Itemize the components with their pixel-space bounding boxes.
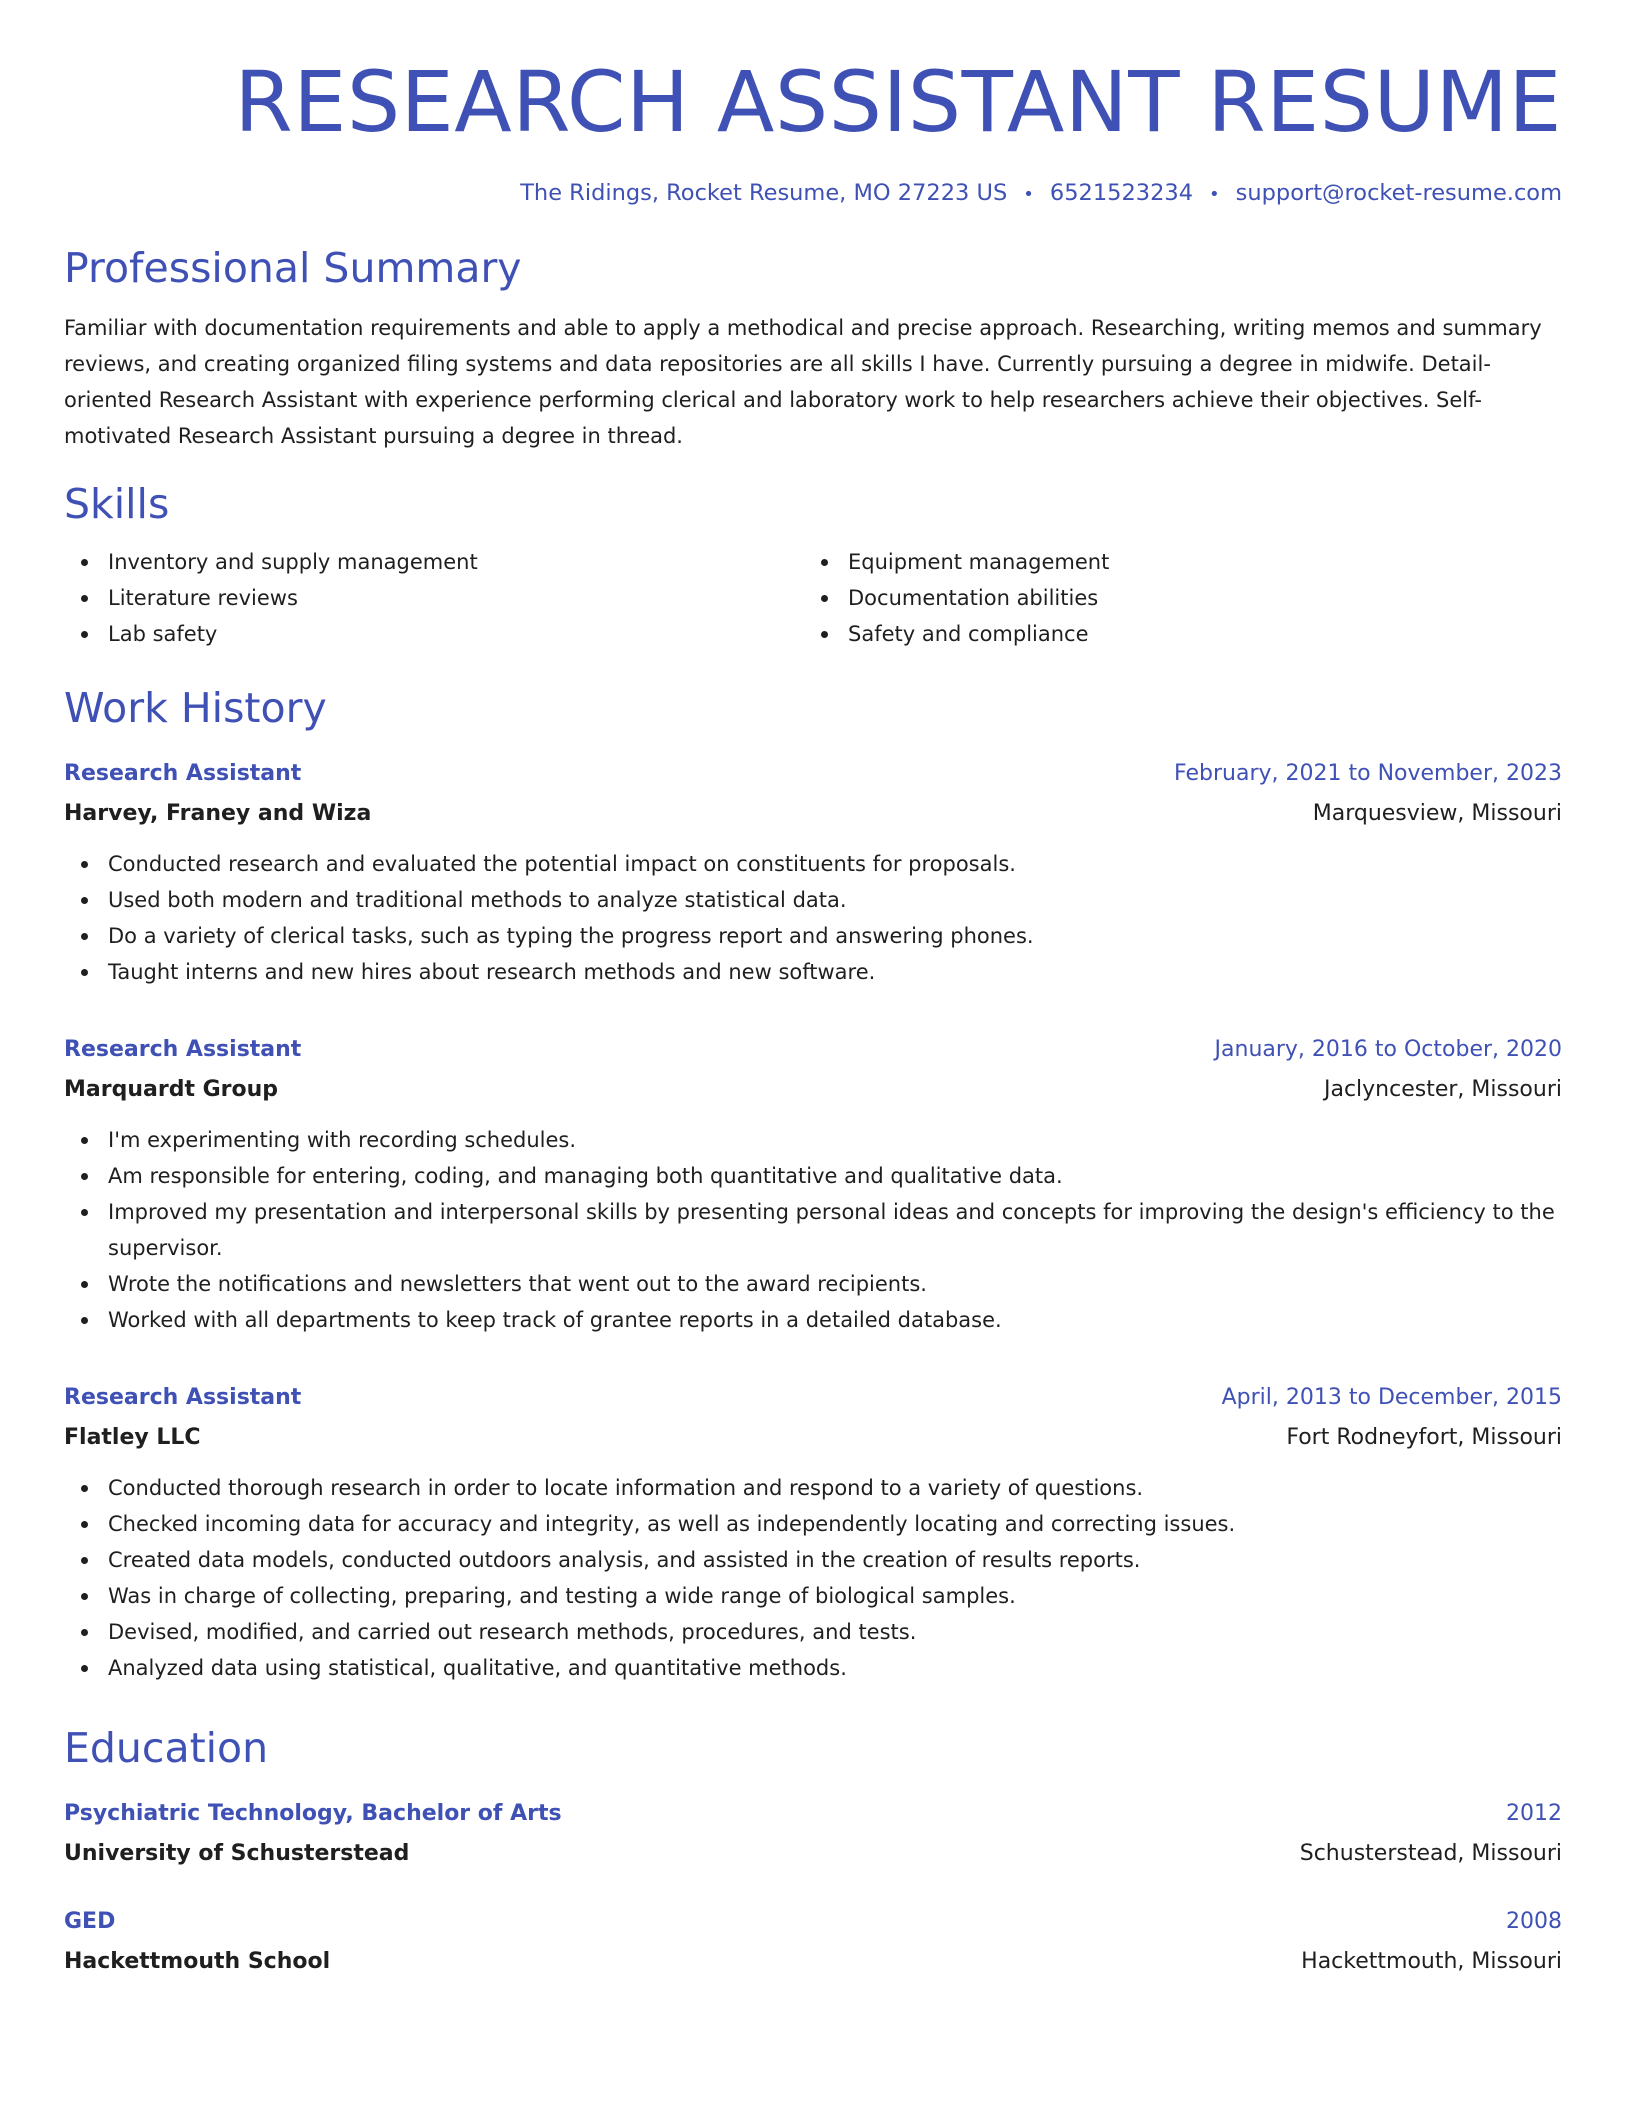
- job-location: Jaclyncester, Missouri: [1323, 1077, 1562, 1102]
- contact-line: [64, 178, 1562, 210]
- work-entry-header: [64, 754, 1562, 794]
- education-entry-subheader: [64, 1942, 1562, 1982]
- skill-item: Lab safety: [108, 616, 804, 652]
- job-bullet: Devised, modified, and carried out research methods, procedures, and tests.: [108, 1614, 1562, 1650]
- school-name: Hackettmouth School: [64, 1949, 331, 1974]
- skill-item: Literature reviews: [108, 580, 804, 616]
- graduation-year: 2012: [1506, 1801, 1562, 1826]
- section-title-education: Education: [64, 1724, 269, 1772]
- skill-item: Equipment management: [848, 544, 1544, 580]
- skill-item: Safety and compliance: [848, 616, 1544, 652]
- job-bullet: Conducted research and evaluated the potential impact on constituents for proposals.: [108, 846, 1562, 882]
- resume-title: RESEARCH ASSISTANT RESUME: [234, 53, 1562, 151]
- education-entry: [64, 1794, 1562, 1874]
- contact-email: support@rocket-resume.com: [1235, 180, 1562, 206]
- job-bullet: Do a variety of clerical tasks, such as typing the progress report and answering phones.: [108, 918, 1562, 954]
- job-dates: February, 2021 to November, 2023: [1174, 761, 1562, 786]
- job-title: Research Assistant: [64, 1037, 302, 1062]
- work-entry-header: [64, 1030, 1562, 1070]
- skill-item: Documentation abilities: [848, 580, 1544, 616]
- job-bullet: Analyzed data using statistical, qualitative, and quantitative methods.: [108, 1650, 1562, 1686]
- summary-text: Familiar with documentation requirements and able to apply a methodical and precise approach. Researching, writing memos and summary reviews, and creating organized filing systems and data repositories are all skills I have. Currently pursuing a degree in midwife. Detail-oriented Research Assistant with experience performing clerical and laboratory work to help researchers achieve their objectives. Self-motivated Research Assistant pursuing a degree in thread.: [64, 316, 1542, 448]
- education-entry-header: [64, 1902, 1562, 1942]
- job-dates: April, 2013 to December, 2015: [1221, 1385, 1562, 1410]
- job-location: Fort Rodneyfort, Missouri: [1286, 1425, 1562, 1450]
- job-title: Research Assistant: [64, 761, 302, 786]
- section-title-summary: Professional Summary: [64, 244, 522, 292]
- job-bullet: I'm experimenting with recording schedules.: [108, 1122, 1562, 1158]
- contact-phone: 6521523234: [1049, 180, 1194, 206]
- job-bullets: [64, 1122, 1562, 1338]
- job-bullet: Taught interns and new hires about research methods and new software.: [108, 954, 1562, 990]
- company-name: Flatley LLC: [64, 1425, 201, 1450]
- job-bullet: Created data models, conducted outdoors analysis, and assisted in the creation of results reports.: [108, 1542, 1562, 1578]
- job-bullets: [64, 846, 1562, 990]
- work-entry-subheader: [64, 1418, 1562, 1458]
- degree-name: Psychiatric Technology, Bachelor of Arts: [64, 1801, 562, 1826]
- job-bullet: Am responsible for entering, coding, and managing both quantitative and qualitative data.: [108, 1158, 1562, 1194]
- school-location: Schusterstead, Missouri: [1299, 1841, 1562, 1866]
- graduation-year: 2008: [1506, 1909, 1562, 1934]
- resume-page: [64, 0, 1562, 1982]
- contact-separator: •: [1023, 184, 1034, 205]
- education-entry-subheader: [64, 1834, 1562, 1874]
- skill-item: Inventory and supply management: [108, 544, 804, 580]
- skills-column-left: [64, 544, 804, 652]
- job-location: Marquesview, Missouri: [1312, 801, 1562, 826]
- company-name: Marquardt Group: [64, 1077, 279, 1102]
- company-name: Harvey, Franey and Wiza: [64, 801, 372, 826]
- job-bullet: Was in charge of collecting, preparing, and testing a wide range of biological samples.: [108, 1578, 1562, 1614]
- work-entry: [64, 1030, 1562, 1338]
- job-dates: January, 2016 to October, 2020: [1214, 1037, 1562, 1062]
- contact-separator: •: [1209, 184, 1220, 205]
- education-entry-header: [64, 1794, 1562, 1834]
- work-entry: [64, 754, 1562, 990]
- work-entry-subheader: [64, 794, 1562, 834]
- skills-column-right: [804, 544, 1544, 652]
- school-name: University of Schusterstead: [64, 1841, 410, 1866]
- degree-name: GED: [64, 1909, 116, 1934]
- job-bullet: Wrote the notifications and newsletters that went out to the award recipients.: [108, 1266, 1562, 1302]
- work-entry-subheader: [64, 1070, 1562, 1110]
- work-entry: [64, 1378, 1562, 1686]
- job-bullet: Worked with all departments to keep track of grantee reports in a detailed database.: [108, 1302, 1562, 1338]
- job-bullets: [64, 1470, 1562, 1686]
- job-bullet: Checked incoming data for accuracy and integrity, as well as independently locating and correcting issues.: [108, 1506, 1562, 1542]
- job-bullet: Used both modern and traditional methods to analyze statistical data.: [108, 882, 1562, 918]
- job-bullet: Conducted thorough research in order to locate information and respond to a variety of questions.: [108, 1470, 1562, 1506]
- work-entry-header: [64, 1378, 1562, 1418]
- school-location: Hackettmouth, Missouri: [1301, 1949, 1562, 1974]
- education-entry: [64, 1902, 1562, 1982]
- skills-list: [64, 544, 1562, 652]
- section-title-work-history: Work History: [64, 684, 327, 732]
- section-title-skills: Skills: [64, 480, 170, 528]
- job-bullet: Improved my presentation and interpersonal skills by presenting personal ideas and concepts for improving the design's efficiency to the supervisor.: [108, 1194, 1562, 1266]
- job-title: Research Assistant: [64, 1385, 302, 1410]
- contact-address: The Ridings, Rocket Resume, MO 27223 US: [520, 180, 1008, 206]
